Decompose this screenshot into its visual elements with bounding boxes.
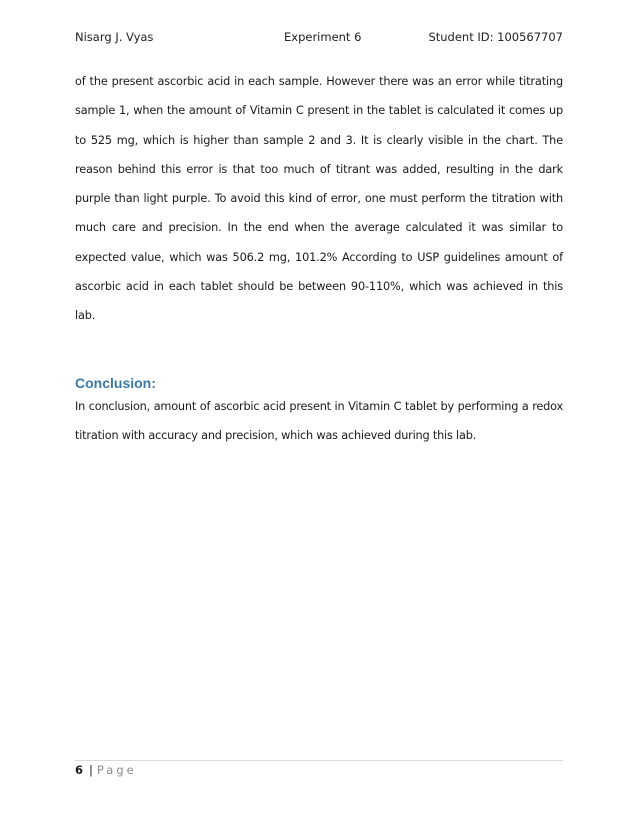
- page-header: [75, 30, 563, 50]
- header-student-id: Student ID: 100567707: [428, 30, 563, 44]
- footer-separator: |: [89, 763, 93, 777]
- page-label: Page: [96, 763, 137, 777]
- page-footer: [75, 763, 137, 777]
- discussion-paragraph: of the present ascorbic acid in each sample. However there was an error while titrating sample 1, when the amount of Vitamin C present in the tablet is calculated it comes up to 525 mg, which is higher than sample 2 and 3. It is clearly visible in the chart. The reason behind this error is that too much of titrant was added, resulting in the dark purple than light purple. To avoid this kind of error, one must perform the titration with much care and precision. In the end when the average calculated it was similar to expected value, which was 506.2 mg, 101.2% According to USP guidelines amount of ascorbic acid in each tablet should be between 90-110%, which was achieved in this lab.: [75, 75, 563, 323]
- header-experiment: Experiment 6: [284, 30, 362, 44]
- footer-divider: [75, 760, 563, 761]
- page-number: 6: [75, 763, 84, 777]
- conclusion-heading: Conclusion:: [75, 375, 156, 391]
- conclusion-paragraph: In conclusion, amount of ascorbic acid present in Vitamin C tablet by performing a redox titration with accuracy and precision, which was achieved during this lab.: [75, 400, 563, 443]
- header-author: Nisarg J. Vyas: [75, 30, 154, 44]
